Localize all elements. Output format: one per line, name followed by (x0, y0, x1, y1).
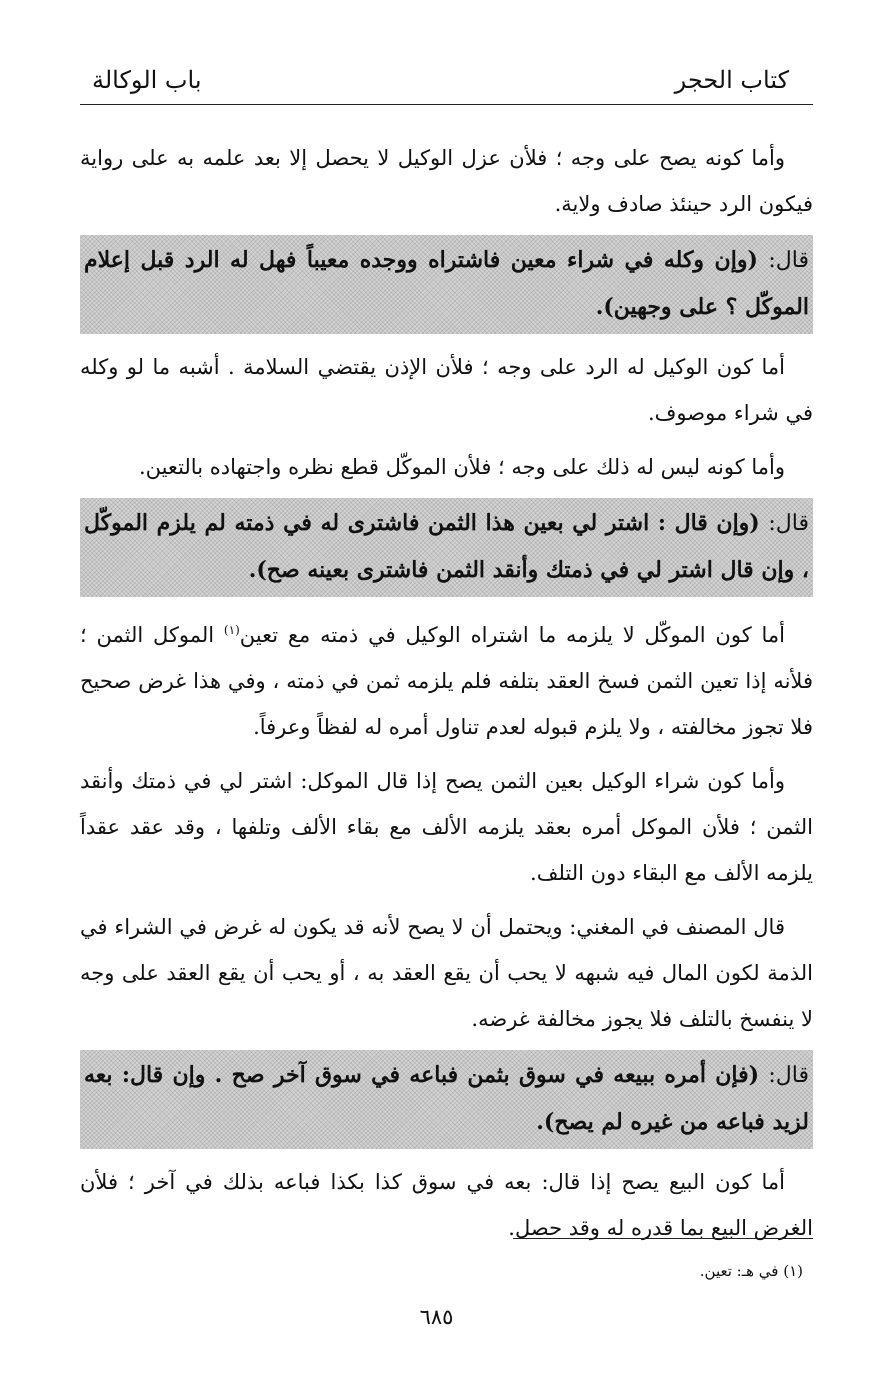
matn-lead: قال: (768, 1063, 809, 1088)
page-body (80, 135, 813, 1259)
page-number: ٦٨٥ (419, 1305, 454, 1329)
commentary-paragraph: قال المصنف في المغني: ويحتمل أن لا يصح لأنه قد يكون له غرض في الشراء في الذمة لكون المال فيه شبهه لا يحب أن يقع العقد به ، أو يحب أن يقع العقد على وجه لا ينفسخ بالتلف فلا يجوز مخالفة غرضه. (80, 915, 813, 1031)
main-text-block (80, 1050, 813, 1149)
matn-lead: قال: (768, 248, 809, 273)
main-text-block (80, 235, 813, 334)
paragraph-text: أما كون الموكّل لا يلزمه ما اشتراه الوكيل في ذمته مع تعين (239, 623, 785, 647)
footnote-divider (513, 1238, 813, 1239)
commentary-paragraph: وأما كون شراء الوكيل بعين الثمن يصح إذا قال الموكل: اشتر لي في ذمتك وأنقد الثمن ؛ فلأن الموكل أمره بعقد يلزمه الألف مع بقاء الألف وتلفها ، وقد عقد عقداً يلزمه الألف مع البقاء دون التلف. (80, 769, 813, 885)
commentary-paragraph: أما كون الوكيل له الرد على وجه ؛ فلأن الإذن يقتضي السلامة . أشبه ما لو وكله في شراء موصوف. (80, 355, 813, 425)
commentary-paragraph: وأما كونه ليس له ذلك على وجه ؛ فلأن الموكّل قطع نظره واجتهاده بالتعين. (138, 455, 785, 479)
matn-text: (فإن أمره ببيعه في سوق بثمن فباعه في سوق آخر صح . وإن قال: بعه لزيد فباعه من غيره لم يصح). (84, 1062, 809, 1135)
matn-text: (وإن قال : اشتر لي بعين هذا الثمن فاشترى له في ذمته لم يلزم الموكّل ، وإن قال اشتر لي في ذمتك وأنقد الثمن فاشترى بعينه صح). (84, 510, 809, 583)
chapter-title: باب الوكالة (92, 66, 202, 94)
main-text-block (80, 498, 813, 597)
matn-text: (وإن وكله في شراء معين فاشتراه ووجده معيباً فهل له الرد قبل إعلام الموكّل ؟ على وجهين). (84, 247, 809, 320)
commentary-paragraph: وأما كونه يصح على وجه ؛ فلأن عزل الوكيل لا يحصل إلا بعد علمه به على رواية فيكون الرد حينئذ صادف ولاية. (80, 146, 813, 216)
paragraph-text: الموكل الثمن ؛ فلأنه إذا تعين الثمن فسخ العقد بتلفه فلم يلزمه ثمن في ذمته ، وفي هذا غرض صحيح فلا تجوز مخالفته ، ولا يلزم قبوله لعدم تناول أمره له لفظاً وعرفاً. (80, 623, 813, 739)
book-title: كتاب الحجر (674, 66, 789, 94)
running-header (80, 60, 813, 105)
commentary-paragraph (80, 607, 813, 750)
footnote: (١) في هـ: تعين. (699, 1262, 803, 1280)
commentary-paragraph: أما كون البيع يصح إذا قال: بعه في سوق كذا بكذا فباعه بذلك في آخر ؛ فلأن الغرض البيع بما قدره له وقد حصل. (80, 1170, 813, 1240)
footnote-marker[interactable]: (١) (223, 623, 240, 637)
matn-lead: قال: (768, 511, 809, 536)
